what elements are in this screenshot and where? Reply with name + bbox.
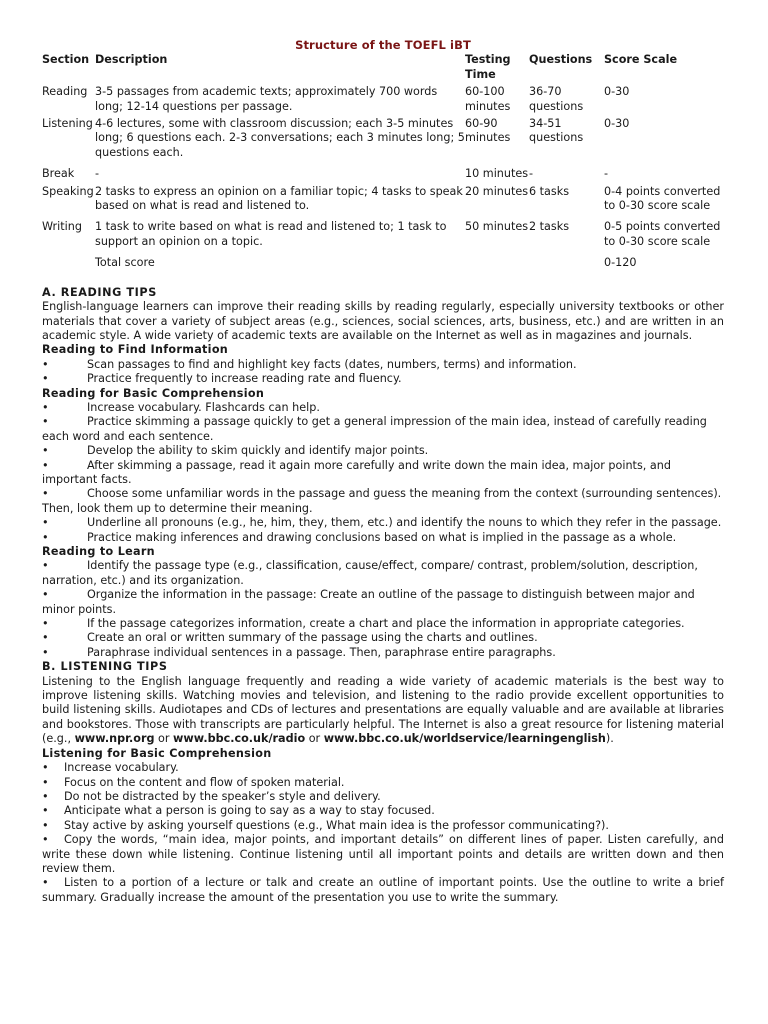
list-item: • Focus on the content and flow of spoken material. [42, 775, 345, 789]
list-item: • Copy the words, “main idea, major points, and important details” on different lines of paper. Listen carefully, and write these down while listening. Continue listening until all important points and details are written down and then review them. [42, 833, 724, 875]
list-item: • Anticipate what a person is going to say as a way to stay focused. [42, 804, 435, 818]
table-total-row [42, 249, 726, 270]
bullet-icon: • [42, 357, 49, 371]
list-item: • Increase vocabulary. Flashcards can help. [42, 400, 320, 414]
bullet-icon: • [42, 372, 49, 386]
column-header-questions: Questions [529, 53, 593, 67]
table-header-row [42, 53, 726, 82]
bullet-icon: • [42, 789, 49, 803]
cell-questions: 2 tasks [529, 220, 570, 234]
bullet-icon: • [42, 516, 49, 530]
list-item: • Do not be distracted by the speaker’s style and delivery. [42, 789, 381, 803]
reading-find-heading: Reading to Find Information [42, 343, 229, 357]
bullet-icon: • [42, 876, 49, 890]
bullet-icon: • [42, 400, 49, 414]
reading-tips-heading: A. READING TIPS [42, 285, 157, 299]
list-item: • If the passage categorizes information, create a chart and place the information in appropriate categories. [42, 617, 685, 631]
cell-score: - [604, 167, 609, 181]
bullet-icon: • [42, 775, 49, 789]
cell-score: 0-30 [604, 117, 630, 131]
list-item: • Increase vocabulary. [42, 761, 179, 775]
column-header-description: Description [95, 53, 168, 67]
cell-score: 0-30 [604, 85, 630, 99]
cell-section: Writing [42, 220, 82, 234]
list-item: • Create an oral or written summary of the passage using the charts and outlines. [42, 631, 538, 645]
column-header-section: Section [42, 53, 90, 67]
cell-questions: 36-70 questions [529, 85, 584, 113]
list-item: • Listen to a portion of a lecture or talk and create an outline of important points. Use the outline to write a brief summary. Gradually increase the amount of the presentation you use to write the summary. [42, 876, 724, 904]
cell-questions: - [529, 167, 534, 181]
bullet-icon: • [42, 818, 49, 832]
list-item: • After skimming a passage, read it again more carefully and write down the main idea, major points, and important facts. [42, 458, 671, 486]
list-item: • Choose some unfamiliar words in the passage and guess the meaning from the context (surrounding sentences). Then, look them up to determine their meaning. [42, 487, 722, 515]
list-item: • Practice skimming a passage quickly to get a general impression of the main idea, instead of carefully reading each word and each sentence. [42, 415, 707, 443]
bullet-icon: • [42, 645, 49, 659]
column-header-testing-time: Testing Time [465, 53, 511, 81]
cell-description: 3-5 passages from academic texts; approximately 700 words long; 12-14 questions per passage. [95, 85, 438, 113]
reading-learn-heading: Reading to Learn [42, 545, 155, 558]
list-item: • Practice making inferences and drawing conclusions based on what is implied in the passage as a whole. [42, 530, 677, 544]
table-row [42, 82, 726, 114]
cell-score: 0-4 points converted to 0-30 score scale [604, 184, 721, 213]
cell-score: 0-5 points converted to 0-30 score scale [604, 220, 721, 248]
list-item: • Stay active by asking yourself questions (e.g., What main idea is the professor communicating?). [42, 818, 609, 832]
link-bbc-learningenglish[interactable]: www.bbc.co.uk/worldservice/learningenglish [323, 732, 606, 746]
cell-section: Reading [42, 85, 88, 99]
cell-time: 10 minutes [465, 167, 529, 181]
cell-description: 4-6 lectures, some with classroom discussion; each 3-5 minutes long; 6 questions each. 2-3 conversations; each 3 minutes long; 5 questions each. [95, 117, 465, 159]
column-header-score-scale: Score Scale [604, 53, 678, 67]
bullet-icon: • [42, 444, 49, 458]
link-npr[interactable]: www.npr.org [74, 732, 155, 746]
reading-intro: English-language learners can improve their reading skills by reading regularly, especially university textbooks or other materials that cover a variety of subject areas (e.g., sciences, social sciences, arts, business, etc.) and are written in an academic style. A wide variety of academic texts are available on the Internet as well as in magazines and journals. [42, 300, 724, 342]
table-row [42, 213, 726, 249]
bullet-icon: • [42, 631, 49, 645]
cell-description: 1 task to write based on what is read and listened to; 1 task to support an opinion on a topic. [95, 220, 447, 248]
list-item: • Practice frequently to increase reading rate and fluency. [42, 372, 402, 386]
link-bbc-radio[interactable]: www.bbc.co.uk/radio [173, 732, 306, 746]
listening-intro: Listening to the English language frequently and reading a wide variety of academic materials is the best way to improve listening skills. Watching movies and television, and listening to the radio provide excellent opportunities to build listening skills. Audiotapes and CDs of lectures and presentations are equally valuable and are available at libraries and bookstores. Those with transcripts are particularly helpful. The Internet is also a great resource for listening material (e.g., www.npr.org or www.bbc.co.uk/radio or www.bbc.co.uk/worldservice/learningenglish). [42, 674, 724, 746]
list-item: • Paraphrase individual sentences in a passage. Then, paraphrase entire paragraphs. [42, 645, 556, 659]
cell-time: 50 minutes [465, 220, 529, 234]
list-item: • Identify the passage type (e.g., classification, cause/effect, compare/ contrast, problem/solution, description, narration, etc.) and its organization. [42, 559, 698, 587]
total-score-label: Total score [95, 256, 155, 270]
list-item: • Develop the ability to skim quickly and identify major points. [42, 444, 429, 458]
bullet-icon: • [42, 761, 49, 775]
cell-section: Speaking [42, 184, 94, 198]
cell-questions: 34-51 questions [529, 117, 584, 145]
bullet-icon: • [42, 588, 49, 602]
listening-tips-heading: B. LISTENING TIPS [42, 660, 168, 674]
cell-description: - [95, 167, 100, 181]
cell-time: 20 minutes [465, 184, 529, 198]
bullet-icon: • [42, 559, 49, 573]
bullet-icon: • [42, 458, 49, 472]
reading-basic-heading: Reading for Basic Comprehension [42, 386, 265, 400]
structure-table [42, 53, 726, 270]
bullet-icon: • [42, 617, 49, 631]
cell-questions: 6 tasks [529, 184, 570, 198]
listening-basic-heading: Listening for Basic Comprehension [42, 746, 272, 760]
table-row [42, 160, 726, 181]
bullet-icon: • [42, 804, 49, 818]
bullet-icon: • [42, 530, 49, 544]
bullet-icon: • [42, 833, 49, 847]
total-score-value: 0-120 [604, 256, 637, 270]
cell-section: Break [42, 167, 75, 181]
bullet-icon: • [42, 415, 49, 429]
list-item: • Scan passages to find and highlight key facts (dates, numbers, terms) and information. [42, 357, 577, 371]
list-item: • Organize the information in the passage: Create an outline of the passage to distinguish between major and minor points. [42, 588, 695, 616]
page-title: Structure of the TOEFL iBT [295, 38, 471, 52]
table-row [42, 182, 726, 214]
cell-section: Listening [42, 117, 93, 131]
cell-time: 60-100 minutes [465, 85, 511, 113]
cell-description: 2 tasks to express an opinion on a familiar topic; 4 tasks to speak based on what is read and listened to. [95, 184, 463, 213]
table-row [42, 114, 726, 160]
bullet-icon: • [42, 487, 49, 501]
list-item: • Underline all pronouns (e.g., he, him, they, them, etc.) and identify the nouns to which they refer in the passage. [42, 516, 722, 530]
cell-time: 60-90 minutes [465, 117, 511, 145]
